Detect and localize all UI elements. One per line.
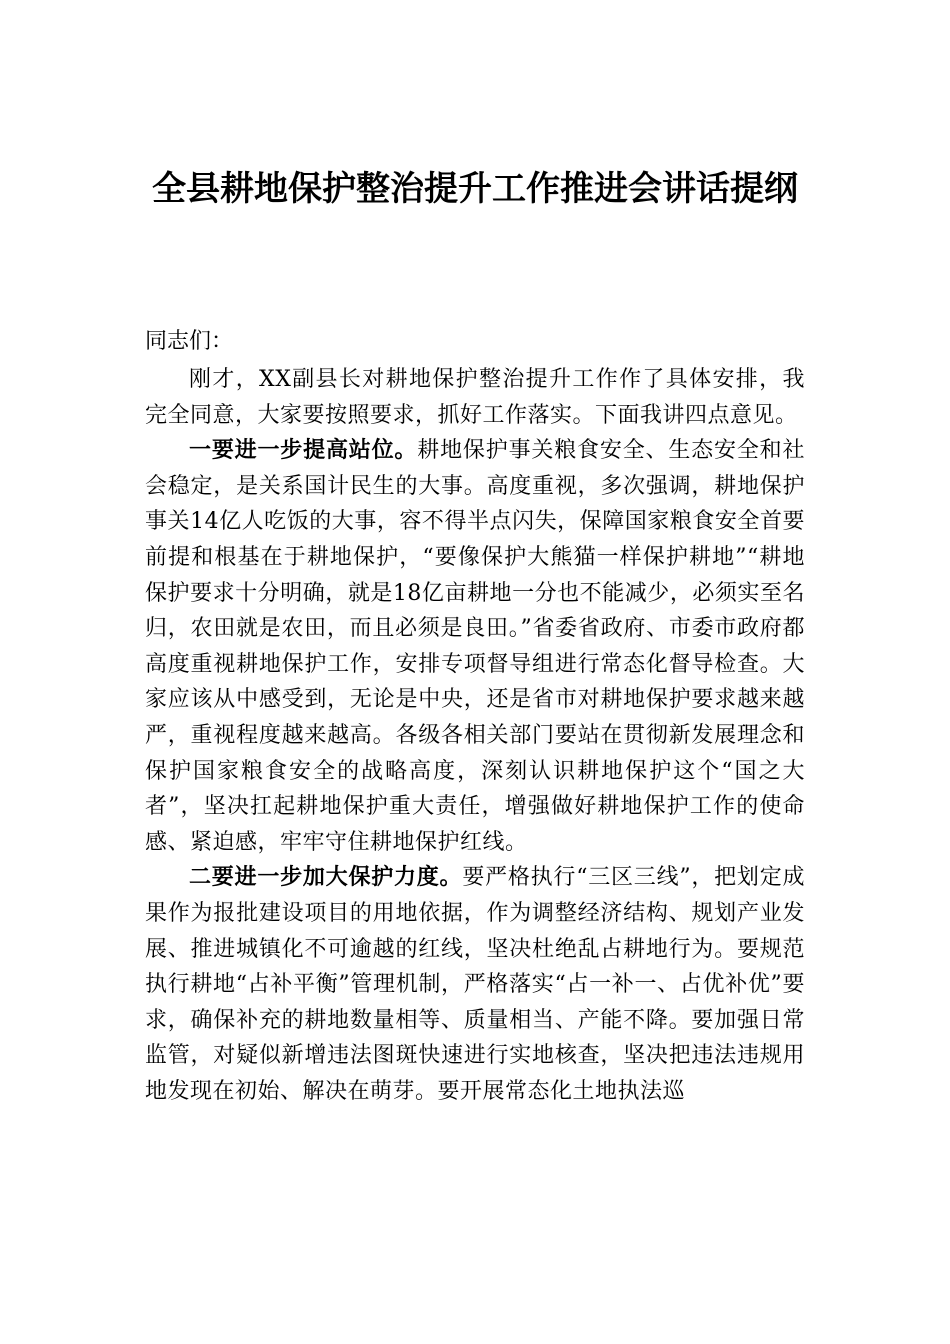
paragraph-point-two xyxy=(145,860,805,1109)
document-title: 全县耕地保护整治提升工作推进会讲话提纲 xyxy=(152,169,798,209)
document-body xyxy=(145,362,805,1109)
paragraph-point-one xyxy=(145,433,805,860)
paragraph-text: 耕地保护事关粮食安全、生态安全和社会稳定，是关系国计民生的大事。高度重视，多次强调，耕地保护事关14亿人吃饭的大事，容不得半点闪失，保障国家粮食安全首要前提和根基在于耕地保护，“要像保护大熊猫一样保护耕地”“耕地保护要求十分明确，就是18亿亩耕地一分也不能减少，必须实至名归，农田就是农田，而且必须是良田。”省委省政府、市委市政府都高度重视耕地保护工作，安排专项督导组进行常态化督导检查。大家应该从中感受到，无论是中央，还是省市对耕地保护要求越来越严，重视程度越来越高。各级各相关部门要站在贯彻新发展理念和保护国家粮食安全的战略高度，深刻认识耕地保护这个“国之大者”，坚决扛起耕地保护重大责任，增强做好耕地保护工作的使命感、紧迫感，牢牢守住耕地保护红线。 xyxy=(145,438,805,855)
salutation: 同志们： xyxy=(145,329,234,354)
paragraph-text: 刚才，XX副县长对耕地保护整治提升工作作了具体安排，我完全同意，大家要按照要求，抓好工作落实。下面我讲四点意见。 xyxy=(145,367,805,428)
paragraph-heading: 二要进一步加大保护力度。 xyxy=(189,864,463,891)
paragraph-heading: 一要进一步提高站位。 xyxy=(189,437,418,464)
paragraph-intro xyxy=(145,362,805,433)
paragraph-text: 要严格执行“三区三线”，把划定成果作为报批建设项目的用地依据，作为调整经济结构、规划产业发展、推进城镇化不可逾越的红线，坚决杜绝乱占耕地行为。要规范执行耕地“占补平衡”管理机制，严格落实“占一补一、占优补优”要求，确保补充的耕地数量相等、质量相当、产能不降。要加强日常监管，对疑似新增违法图斑快速进行实地核查，坚决把违法违规用地发现在初始、解决在萌芽。要开展常态化土地执法巡 xyxy=(145,865,805,1104)
